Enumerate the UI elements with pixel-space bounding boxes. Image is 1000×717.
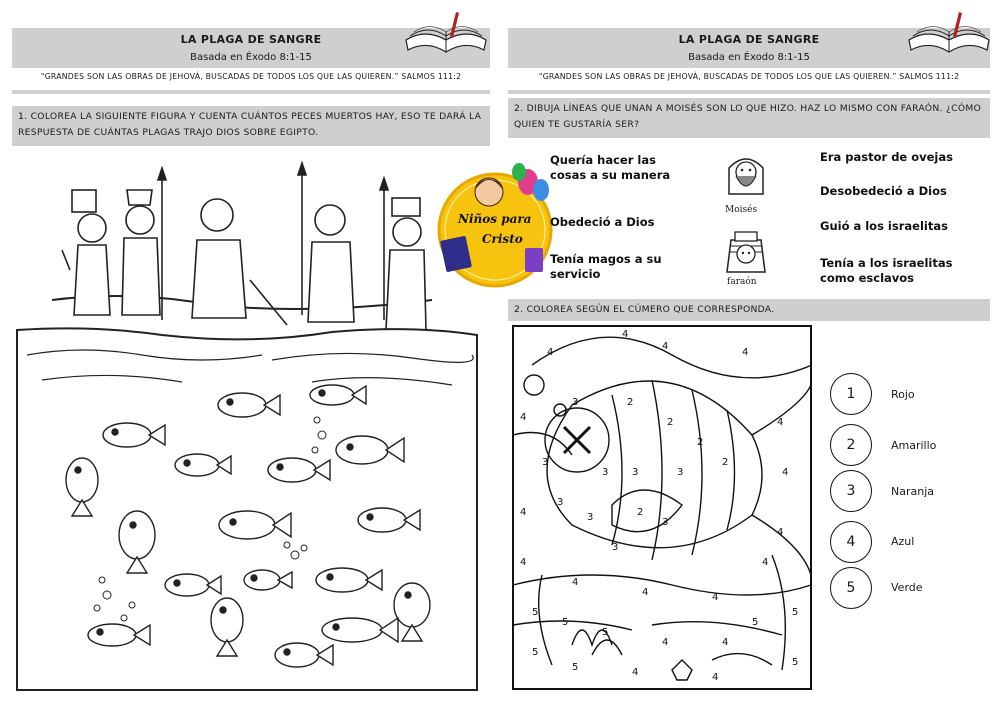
- svg-text:5: 5: [752, 617, 759, 628]
- svg-text:4: 4: [520, 557, 527, 568]
- svg-text:3: 3: [587, 512, 594, 523]
- right-subtitle: Basada en Éxodo 8:1-15: [688, 52, 810, 63]
- legend-color-4: Azul: [891, 535, 915, 548]
- pharaoh-caption: faraón: [727, 277, 757, 287]
- match-left-item-2: Obedeció a Dios: [550, 215, 655, 229]
- match-right-item-3: Guió a los israelitas: [820, 219, 948, 233]
- legend-color-1: Rojo: [891, 388, 915, 401]
- svg-text:5: 5: [792, 607, 799, 618]
- moses-portrait-icon: [723, 148, 769, 200]
- left-worksheet: [0, 0, 490, 717]
- right-title: LA PLAGA DE SANGRE: [678, 33, 820, 46]
- right-separator: [508, 90, 990, 94]
- legend-circle-4: 4: [830, 521, 872, 563]
- svg-text:4: 4: [762, 557, 769, 568]
- color-by-number-fish: [512, 325, 812, 690]
- svg-text:4: 4: [662, 637, 669, 648]
- svg-text:4: 4: [712, 592, 719, 603]
- color-instruction: 2. COLOREA SEGÚN EL CÚMERO QUE CORRESPONDA.: [508, 299, 990, 321]
- match-right-item-1: Era pastor de ovejas: [820, 150, 953, 164]
- svg-text:3: 3: [612, 542, 619, 553]
- match-right-item-4: Tenía a los israelitas como esclavos: [820, 256, 953, 285]
- right-verse: “GRANDES SON LAS OBRAS DE JEHOVÁ, BUSCADAS DE TODOS LOS QUE LAS QUIEREN.” SALMOS 111:2: [538, 72, 960, 81]
- svg-text:4: 4: [520, 412, 527, 423]
- pharaoh-portrait-icon: [723, 226, 769, 278]
- match-instruction: 2. DIBUJA LÍNEAS QUE UNAN A MOISÉS SON LO QUE HIZO. HAZ LO MISMO CON FARAÓN. ¿CÓMO QUIEN TE GUSTARÍA SER?: [508, 98, 990, 138]
- logo-text-line2: Cristo: [482, 232, 523, 246]
- svg-text:4: 4: [782, 467, 789, 478]
- svg-text:4: 4: [777, 417, 784, 428]
- right-worksheet: [505, 0, 995, 717]
- match-left-item-3: Tenía magos a su servicio: [550, 252, 662, 281]
- legend-color-2: Amarillo: [891, 439, 937, 452]
- svg-text:4: 4: [632, 667, 639, 678]
- moses-caption: Moisés: [725, 205, 758, 215]
- legend-color-3: Naranja: [891, 485, 935, 498]
- svg-text:2: 2: [667, 417, 674, 428]
- svg-text:4: 4: [520, 507, 527, 518]
- legend-color-5: Verde: [891, 581, 923, 594]
- svg-text:3: 3: [662, 517, 669, 528]
- svg-text:4: 4: [622, 329, 629, 340]
- open-bible-icon: [903, 10, 995, 56]
- svg-text:4: 4: [777, 527, 784, 538]
- match-right-item-2: Desobedeció a Dios: [820, 184, 947, 198]
- left-instruction: 1. COLOREA LA SIGUIENTE FIGURA Y CUENTA CUÁNTOS PECES MUERTOS HAY, ESO TE DARÁ LA RESPUESTA DE CUÁNTAS PLAGAS TRAJO DIOS SOBRE EGIPTO.: [12, 106, 490, 146]
- svg-text:4: 4: [742, 347, 749, 358]
- svg-text:4: 4: [547, 347, 554, 358]
- characters-group: [62, 163, 426, 330]
- svg-text:5: 5: [572, 662, 579, 673]
- legend-circle-3: 3: [830, 470, 872, 512]
- svg-text:3: 3: [542, 457, 549, 468]
- svg-text:4: 4: [572, 577, 579, 588]
- svg-text:4: 4: [722, 637, 729, 648]
- svg-text:5: 5: [602, 627, 609, 638]
- svg-text:5: 5: [562, 617, 569, 628]
- svg-text:4: 4: [642, 587, 649, 598]
- svg-text:5: 5: [532, 607, 539, 618]
- svg-text:5: 5: [792, 657, 799, 668]
- svg-text:4: 4: [712, 672, 719, 683]
- legend-circle-5: 5: [830, 567, 872, 609]
- svg-text:2: 2: [722, 457, 729, 468]
- svg-text:3: 3: [632, 467, 639, 478]
- legend-circle-2: 2: [830, 424, 872, 466]
- left-title: LA PLAGA DE SANGRE: [180, 33, 322, 46]
- legend-circle-1: 1: [830, 373, 872, 415]
- match-left-item-1: Quería hacer las cosas a su manera: [550, 153, 671, 182]
- svg-text:2: 2: [637, 507, 644, 518]
- svg-text:2: 2: [627, 397, 634, 408]
- open-bible-icon: [400, 10, 492, 56]
- svg-text:3: 3: [572, 397, 579, 408]
- svg-text:5: 5: [532, 647, 539, 658]
- logo-text-line1: Niños para: [458, 212, 532, 226]
- left-verse: “GRANDES SON LAS OBRAS DE JEHOVÁ, BUSCADAS DE TODOS LOS QUE LAS QUIEREN.” SALMOS 111:2: [40, 72, 462, 81]
- svg-text:2: 2: [697, 437, 704, 448]
- svg-text:3: 3: [557, 497, 564, 508]
- svg-text:3: 3: [677, 467, 684, 478]
- left-separator: [12, 90, 490, 94]
- nile-fish-illustration: [12, 150, 480, 695]
- left-subtitle: Basada en Éxodo 8:1-15: [190, 52, 312, 63]
- svg-text:3: 3: [602, 467, 609, 478]
- svg-text:4: 4: [662, 341, 669, 352]
